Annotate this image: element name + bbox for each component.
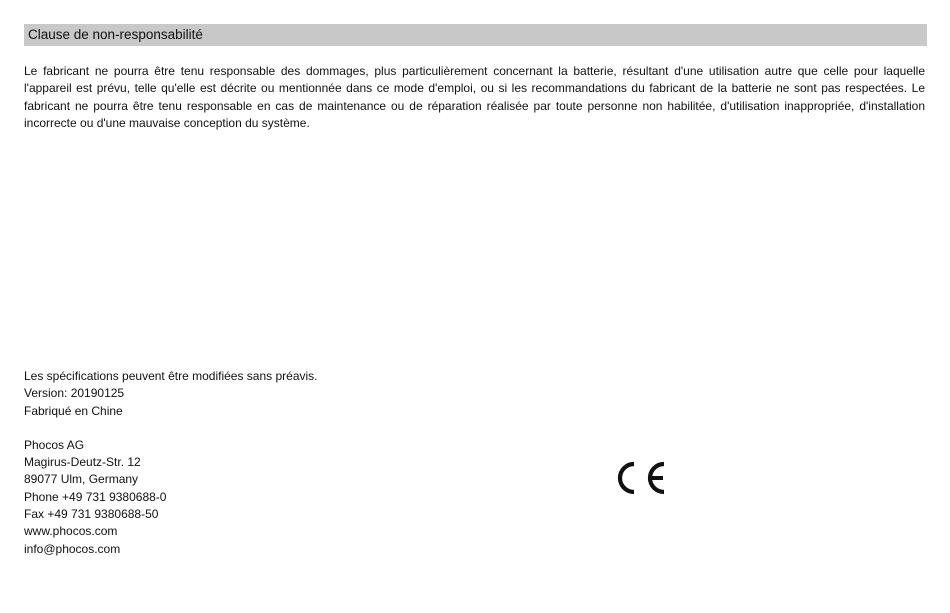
spec-change-notice: Les spécifications peuvent être modifiées sans préavis.: [24, 369, 318, 383]
disclaimer-paragraph: Le fabricant ne pourra être tenu responsable des dommages, plus particulièrement concernant la batterie, résultant d'une utilisation autre que celle pour laquelle l'appareil est prévu, telle qu'elle est décrite ou mentionnée dans ce mode d'emploi, ou si les recommandations du fabricant de la batterie ne sont pas respectées. Le fabricant ne pourra être tenu responsable en cas de maintenance ou de réparation réalisée par toute personne non habilitée, d'utilisation inappropriée, d'installation incorrecte ou d'une mauvaise conception du système.: [24, 64, 925, 131]
origin-label: Fabriqué en Chine: [24, 403, 123, 418]
ce-mark-icon: [612, 458, 668, 498]
company-name: Phocos AG: [24, 437, 85, 452]
company-email: info@phocos.com: [24, 541, 121, 556]
company-website: www.phocos.com: [24, 524, 118, 539]
section-title: Clause de non-responsabilité: [28, 27, 203, 42]
company-phone: Phone +49 731 9380688-0: [24, 489, 167, 504]
company-fax: Fax +49 731 9380688-50: [24, 507, 159, 522]
specifications-and-contact: [24, 368, 474, 558]
version-label: Version: 20190125: [24, 386, 125, 401]
company-street: Magirus-Deutz-Str. 12: [24, 455, 141, 470]
section-header: [24, 24, 927, 46]
block-spacer: [24, 420, 474, 437]
company-city: 89077 Ulm, Germany: [24, 472, 139, 487]
